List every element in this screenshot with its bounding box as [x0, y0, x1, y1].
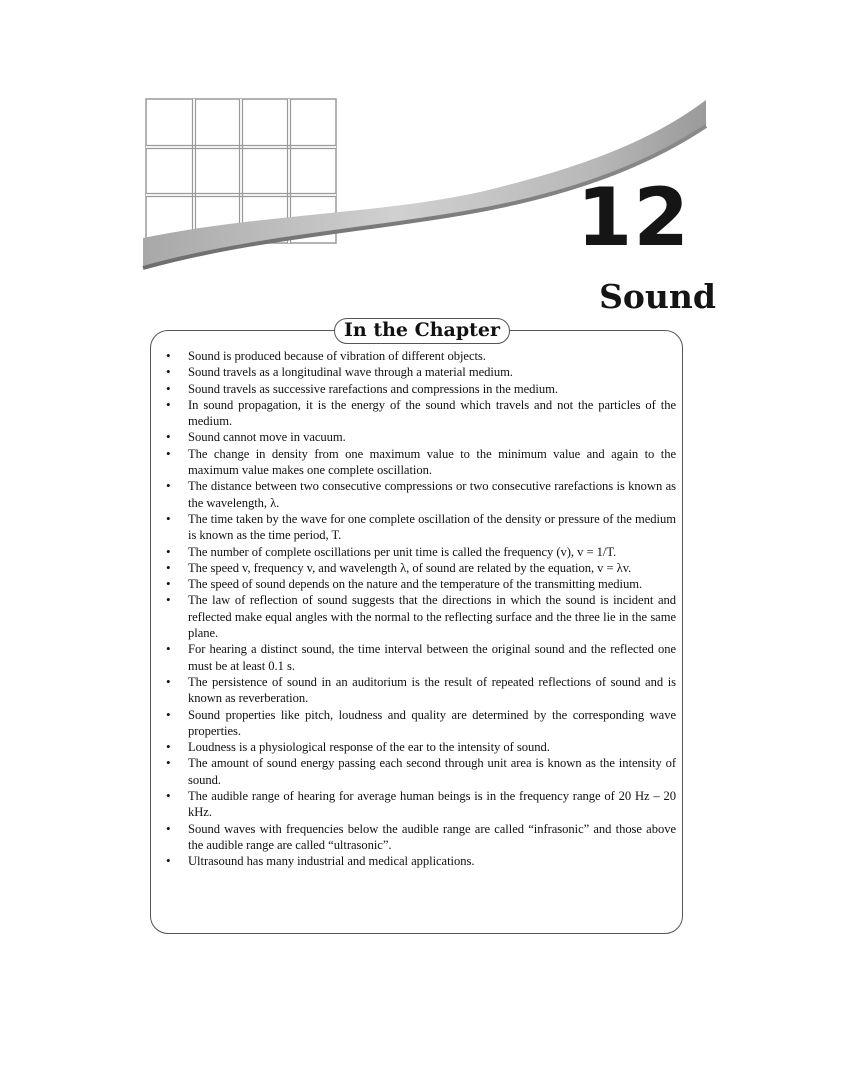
summary-point: • Sound properties like pitch, loudness and quality are determined by the corresponding wave properties.	[164, 707, 676, 740]
chapter-header-graphic	[0, 0, 850, 330]
summary-point: • Sound is produced because of vibration of different objects.	[164, 348, 676, 364]
summary-point: • The amount of sound energy passing each second through unit area is known as the intensity of sound.	[164, 755, 676, 788]
summary-point: • Sound cannot move in vacuum.	[164, 429, 676, 445]
chapter-summary-list	[164, 348, 676, 870]
summary-point: • In sound propagation, it is the energy of the sound which travels and not the particles of the medium.	[164, 397, 676, 430]
summary-point: • The speed v, frequency v, and wavelength λ, of sound are related by the equation, v = λv.	[164, 560, 676, 576]
summary-point: • The time taken by the wave for one complete oscillation of the density or pressure of the medium is known as the time period, T.	[164, 511, 676, 544]
summary-point: • The distance between two consecutive compressions or two consecutive rarefactions is known as the wavelength, λ.	[164, 478, 676, 511]
summary-point: • Sound travels as successive rarefactions and compressions in the medium.	[164, 381, 676, 397]
summary-point: • The speed of sound depends on the nature and the temperature of the transmitting medium.	[164, 576, 676, 592]
summary-point: • Loudness is a physiological response of the ear to the intensity of sound.	[164, 739, 676, 755]
summary-point: • The change in density from one maximum value to the minimum value and again to the maximum value makes one complete oscillation.	[164, 446, 676, 479]
summary-point: • The audible range of hearing for average human beings is in the frequency range of 20 Hz – 20 kHz.	[164, 788, 676, 821]
summary-point: • Sound waves with frequencies below the audible range are called “infrasonic” and those above the audible range are called “ultrasonic”.	[164, 821, 676, 854]
summary-point: • Sound travels as a longitudinal wave through a material medium.	[164, 364, 676, 380]
summary-point: • The law of reflection of sound suggests that the directions in which the sound is incident and reflected make equal angles with the normal to the reflecting surface and the three lie in the same plane.	[164, 592, 676, 641]
in-the-chapter-heading: In the Chapter	[334, 318, 510, 344]
summary-point: • The persistence of sound in an auditorium is the result of repeated reflections of sound and is known as reverberation.	[164, 674, 676, 707]
summary-point: • For hearing a distinct sound, the time interval between the original sound and the reflected one must be at least 0.1 s.	[164, 641, 676, 674]
chapter-title: Sound	[599, 277, 716, 316]
chapter-number: 12	[576, 171, 690, 264]
summary-point: • Ultrasound has many industrial and medical applications.	[164, 853, 676, 869]
summary-point: • The number of complete oscillations per unit time is called the frequency (v), v = 1/T.	[164, 544, 676, 560]
